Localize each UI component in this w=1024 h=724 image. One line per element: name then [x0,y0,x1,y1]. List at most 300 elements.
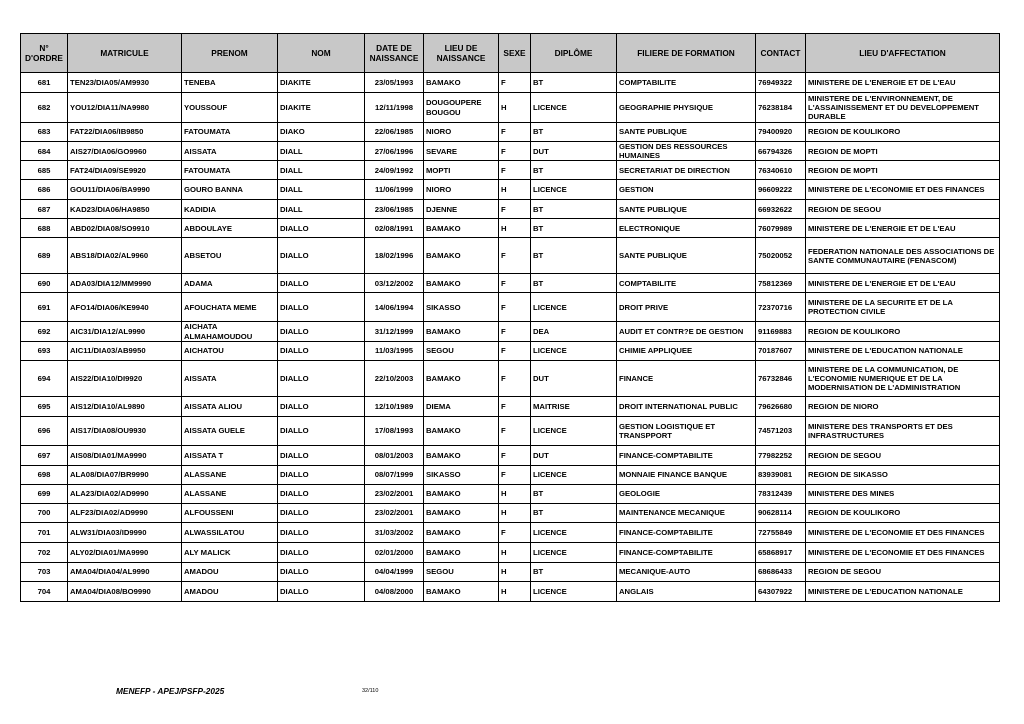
cell-affectation: MINISTERE DE L'ECONOMIE ET DES FINANCES [806,180,1000,200]
cell-order: 692 [21,322,68,341]
cell-nom: DIALLO [278,484,365,503]
cell-date: 14/06/1994 [365,293,424,322]
cell-matricule: GOU11/DIA06/BA9990 [68,180,182,200]
cell-diplome: BT [531,73,617,93]
cell-sexe: F [499,200,531,219]
cell-contact: 76238184 [756,93,806,123]
cell-nom: DIALLO [278,238,365,274]
cell-affectation: REGION DE SEGOU [806,562,1000,581]
cell-affectation: MINISTERE DES TRANSPORTS ET DES INFRASTRUCTURES [806,416,1000,445]
cell-order: 685 [21,161,68,180]
cell-sexe: H [499,562,531,581]
cell-prenom: AMADOU [182,562,278,581]
cell-filiere: COMPTABILITE [617,274,756,293]
cell-sexe: F [499,238,531,274]
cell-diplome: LICENCE [531,293,617,322]
cell-prenom: ALASSANE [182,484,278,503]
cell-diplome: LICENCE [531,180,617,200]
cell-prenom: FATOUMATA [182,123,278,142]
cell-date: 27/06/1996 [365,142,424,161]
cell-lieu: BAMAKO [424,238,499,274]
cell-affectation: MINISTERE DE L'ECONOMIE ET DES FINANCES [806,522,1000,542]
cell-matricule: TEN23/DIA05/AM9930 [68,73,182,93]
cell-diplome: DEA [531,322,617,341]
cell-lieu: BAMAKO [424,73,499,93]
cell-matricule: AIC11/DIA03/AB9950 [68,341,182,360]
cell-matricule: AIS27/DIA06/GO9960 [68,142,182,161]
cell-diplome: LICENCE [531,341,617,360]
cell-nom: DIALLO [278,416,365,445]
cell-diplome: BT [531,238,617,274]
cell-contact: 79626680 [756,396,806,416]
cell-diplome: LICENCE [531,522,617,542]
cell-filiere: FINANCE-COMPTABILITE [617,522,756,542]
cell-order: 691 [21,293,68,322]
cell-lieu: SEGOU [424,341,499,360]
cell-sexe: F [499,445,531,465]
cell-affectation: FEDERATION NATIONALE DES ASSOCIATIONS DE SANTE COMMUNAUTAIRE (FENASCOM) [806,238,1000,274]
cell-lieu: NIORO [424,180,499,200]
cell-affectation: REGION DE KOULIKORO [806,322,1000,341]
cell-nom: DIAKITE [278,93,365,123]
cell-sexe: F [499,123,531,142]
cell-lieu: SEVARE [424,142,499,161]
cell-matricule: ADA03/DIA12/MM9990 [68,274,182,293]
cell-prenom: ABSETOU [182,238,278,274]
cell-matricule: AMA04/DIA08/BO9990 [68,581,182,601]
cell-diplome: BT [531,274,617,293]
cell-lieu: BAMAKO [424,484,499,503]
cell-diplome: BT [531,503,617,522]
cell-matricule: FAT22/DIA06/IB9850 [68,123,182,142]
cell-affectation: MINISTERE DE L'ENERGIE ET DE L'EAU [806,274,1000,293]
cell-sexe: F [499,322,531,341]
cell-sexe: F [499,522,531,542]
cell-affectation: MINISTERE DES MINES [806,484,1000,503]
cell-nom: DIALLO [278,396,365,416]
cell-order: 690 [21,274,68,293]
cell-date: 02/01/2000 [365,542,424,562]
table-row [21,445,1000,465]
cell-contact: 66932622 [756,200,806,219]
cell-lieu: BAMAKO [424,503,499,522]
cell-sexe: H [499,542,531,562]
cell-date: 08/07/1999 [365,465,424,484]
cell-lieu: DOUGOUPERE BOUGOU [424,93,499,123]
cell-affectation: REGION DE KOULIKORO [806,503,1000,522]
cell-date: 12/10/1989 [365,396,424,416]
cell-nom: DIALLO [278,522,365,542]
cell-lieu: BAMAKO [424,416,499,445]
cell-contact: 65868917 [756,542,806,562]
cell-affectation: REGION DE SEGOU [806,200,1000,219]
cell-order: 701 [21,522,68,542]
cell-matricule: AIS22/DIA10/DI9920 [68,360,182,396]
cell-order: 694 [21,360,68,396]
cell-contact: 78312439 [756,484,806,503]
cell-order: 704 [21,581,68,601]
cell-lieu: SIKASSO [424,293,499,322]
cell-matricule: AIS08/DIA01/MA9990 [68,445,182,465]
cell-date: 03/12/2002 [365,274,424,293]
table-row [21,142,1000,161]
table-row [21,581,1000,601]
cell-contact: 64307922 [756,581,806,601]
cell-affectation: MINISTERE DE L'ENERGIE ET DE L'EAU [806,73,1000,93]
cell-sexe: F [499,142,531,161]
table-row [21,396,1000,416]
header-nom: NOM [278,34,365,73]
table-row [21,238,1000,274]
table-row [21,503,1000,522]
cell-date: 23/05/1993 [365,73,424,93]
cell-lieu: NIORO [424,123,499,142]
cell-date: 18/02/1996 [365,238,424,274]
cell-lieu: BAMAKO [424,445,499,465]
table-row [21,123,1000,142]
cell-lieu: BAMAKO [424,219,499,238]
cell-diplome: LICENCE [531,581,617,601]
cell-nom: DIALL [278,142,365,161]
header-matricule: MATRICULE [68,34,182,73]
cell-nom: DIALL [278,180,365,200]
header-affectation: LIEU D'AFFECTATION [806,34,1000,73]
cell-date: 22/10/2003 [365,360,424,396]
cell-sexe: H [499,93,531,123]
cell-lieu: BAMAKO [424,581,499,601]
cell-contact: 91169883 [756,322,806,341]
cell-date: 23/02/2001 [365,484,424,503]
cell-contact: 75812369 [756,274,806,293]
cell-matricule: AIS12/DIA10/AL9890 [68,396,182,416]
cell-affectation: MINISTERE DE L'ENVIRONNEMENT, DE L'ASSAINISSEMENT ET DU DEVELOPPEMENT DURABLE [806,93,1000,123]
page-number: 32/110 [362,688,379,694]
roster-body [21,73,1000,602]
cell-matricule: FAT24/DIA09/SE9920 [68,161,182,180]
cell-sexe: F [499,161,531,180]
cell-diplome: DUT [531,360,617,396]
cell-prenom: AISSATA ALIOU [182,396,278,416]
cell-order: 693 [21,341,68,360]
cell-lieu: BAMAKO [424,360,499,396]
cell-prenom: ALFOUSSENI [182,503,278,522]
cell-contact: 76079989 [756,219,806,238]
table-row [21,522,1000,542]
cell-prenom: FATOUMATA [182,161,278,180]
cell-diplome: MAITRISE [531,396,617,416]
cell-affectation: REGION DE SEGOU [806,445,1000,465]
cell-date: 24/09/1992 [365,161,424,180]
cell-sexe: F [499,396,531,416]
cell-matricule: ABD02/DIA08/SO9910 [68,219,182,238]
cell-contact: 90628114 [756,503,806,522]
cell-matricule: KAD23/DIA06/HA9850 [68,200,182,219]
cell-filiere: GESTION [617,180,756,200]
table-row [21,562,1000,581]
cell-filiere: SANTE PUBLIQUE [617,200,756,219]
cell-filiere: GESTION LOGISTIQUE ET TRANSPPORT [617,416,756,445]
cell-affectation: REGION DE MOPTI [806,161,1000,180]
cell-affectation: REGION DE NIORO [806,396,1000,416]
cell-filiere: DROIT INTERNATIONAL PUBLIC [617,396,756,416]
cell-filiere: FINANCE-COMPTABILITE [617,542,756,562]
cell-order: 697 [21,445,68,465]
header-lieu: LIEU DE NAISSANCE [424,34,499,73]
roster-sheet [20,33,1000,602]
cell-matricule: AFO14/DIA06/KE9940 [68,293,182,322]
cell-nom: DIALLO [278,322,365,341]
header-filiere: FILIERE DE FORMATION [617,34,756,73]
table-row [21,73,1000,93]
cell-order: 695 [21,396,68,416]
cell-affectation: REGION DE MOPTI [806,142,1000,161]
cell-sexe: F [499,465,531,484]
cell-diplome: LICENCE [531,542,617,562]
cell-contact: 75020052 [756,238,806,274]
cell-diplome: LICENCE [531,93,617,123]
cell-nom: DIALLO [278,293,365,322]
cell-diplome: BT [531,161,617,180]
cell-sexe: F [499,73,531,93]
cell-contact: 72370716 [756,293,806,322]
table-row [21,465,1000,484]
header-contact: CONTACT [756,34,806,73]
cell-nom: DIALLO [278,581,365,601]
cell-filiere: FINANCE-COMPTABILITE [617,445,756,465]
cell-prenom: ALASSANE [182,465,278,484]
cell-matricule: ALW31/DIA03/ID9990 [68,522,182,542]
cell-filiere: MAINTENANCE MECANIQUE [617,503,756,522]
cell-lieu: SIKASSO [424,465,499,484]
cell-nom: DIALL [278,161,365,180]
roster-table [20,33,1000,602]
cell-date: 11/06/1999 [365,180,424,200]
cell-diplome: LICENCE [531,416,617,445]
cell-nom: DIALL [278,200,365,219]
table-row [21,293,1000,322]
cell-date: 04/04/1999 [365,562,424,581]
cell-diplome: BT [531,562,617,581]
cell-sexe: F [499,360,531,396]
cell-nom: DIALLO [278,465,365,484]
cell-contact: 77982252 [756,445,806,465]
cell-affectation: MINISTERE DE L'ECONOMIE ET DES FINANCES [806,542,1000,562]
cell-order: 681 [21,73,68,93]
cell-filiere: MECANIQUE-AUTO [617,562,756,581]
cell-affectation: REGION DE SIKASSO [806,465,1000,484]
cell-filiere: ELECTRONIQUE [617,219,756,238]
cell-date: 31/03/2002 [365,522,424,542]
cell-filiere: GEOGRAPHIE PHYSIQUE [617,93,756,123]
table-row [21,219,1000,238]
cell-nom: DIALLO [278,445,365,465]
cell-sexe: F [499,293,531,322]
cell-nom: DIAKITE [278,73,365,93]
cell-diplome: LICENCE [531,465,617,484]
cell-prenom: AISSATA T [182,445,278,465]
cell-contact: 96609222 [756,180,806,200]
cell-sexe: F [499,341,531,360]
cell-prenom: AISSATA [182,142,278,161]
cell-prenom: YOUSSOUF [182,93,278,123]
cell-contact: 83939081 [756,465,806,484]
cell-diplome: DUT [531,142,617,161]
cell-date: 17/08/1993 [365,416,424,445]
cell-filiere: GEOLOGIE [617,484,756,503]
cell-prenom: GOURO BANNA [182,180,278,200]
table-row [21,274,1000,293]
cell-prenom: AISSATA [182,360,278,396]
cell-filiere: FINANCE [617,360,756,396]
cell-affectation: MINISTERE DE LA SECURITE ET DE LA PROTECTION CIVILE [806,293,1000,322]
cell-order: 700 [21,503,68,522]
cell-lieu: BAMAKO [424,274,499,293]
cell-filiere: DROIT PRIVE [617,293,756,322]
cell-order: 696 [21,416,68,445]
cell-matricule: ALA23/DIA02/AD9990 [68,484,182,503]
table-row [21,322,1000,341]
cell-diplome: BT [531,200,617,219]
cell-sexe: H [499,503,531,522]
cell-order: 688 [21,219,68,238]
cell-lieu: DIEMA [424,396,499,416]
table-row [21,161,1000,180]
cell-date: 31/12/1999 [365,322,424,341]
cell-affectation: MINISTERE DE LA COMMUNICATION, DE L'ECONOMIE NUMERIQUE ET DE LA MODERNISATION DE L'ADMINISTRATION [806,360,1000,396]
cell-contact: 68686433 [756,562,806,581]
cell-sexe: H [499,219,531,238]
cell-nom: DIALLO [278,360,365,396]
table-row [21,93,1000,123]
cell-contact: 72755849 [756,522,806,542]
cell-matricule: ALA08/DIA07/BR9990 [68,465,182,484]
cell-prenom: AICHATOU [182,341,278,360]
cell-sexe: H [499,180,531,200]
cell-lieu: BAMAKO [424,542,499,562]
table-row [21,416,1000,445]
cell-matricule: AMA04/DIA04/AL9990 [68,562,182,581]
cell-filiere: MONNAIE FINANCE BANQUE [617,465,756,484]
footer-org: MENEFP - APEJ/PSFP-2025 [116,686,225,696]
cell-date: 12/11/1998 [365,93,424,123]
cell-contact: 76949322 [756,73,806,93]
cell-prenom: AICHATA ALMAHAMOUDOU [182,322,278,341]
cell-diplome: BT [531,484,617,503]
cell-order: 698 [21,465,68,484]
cell-contact: 76340610 [756,161,806,180]
cell-order: 687 [21,200,68,219]
cell-filiere: CHIMIE APPLIQUEE [617,341,756,360]
cell-matricule: ALF23/DIA02/AD9990 [68,503,182,522]
cell-sexe: H [499,581,531,601]
cell-lieu: MOPTI [424,161,499,180]
cell-date: 08/01/2003 [365,445,424,465]
cell-diplome: DUT [531,445,617,465]
cell-filiere: SECRETARIAT DE DIRECTION [617,161,756,180]
cell-diplome: BT [531,123,617,142]
cell-nom: DIALLO [278,219,365,238]
header-diplome: DIPLÔME [531,34,617,73]
cell-order: 702 [21,542,68,562]
cell-contact: 74571203 [756,416,806,445]
cell-contact: 76732846 [756,360,806,396]
table-row [21,200,1000,219]
table-row [21,360,1000,396]
cell-lieu: SEGOU [424,562,499,581]
cell-lieu: BAMAKO [424,322,499,341]
header-row [21,34,1000,73]
cell-prenom: KADIDIA [182,200,278,219]
cell-contact: 70187607 [756,341,806,360]
header-order: N° D'ORDRE [21,34,68,73]
cell-affectation: MINISTERE DE L'ENERGIE ET DE L'EAU [806,219,1000,238]
cell-order: 686 [21,180,68,200]
cell-affectation: REGION DE KOULIKORO [806,123,1000,142]
cell-order: 689 [21,238,68,274]
cell-lieu: DJENNE [424,200,499,219]
cell-matricule: ALY02/DIA01/MA9990 [68,542,182,562]
cell-order: 684 [21,142,68,161]
cell-date: 11/03/1995 [365,341,424,360]
cell-date: 23/02/2001 [365,503,424,522]
cell-sexe: H [499,484,531,503]
table-row [21,542,1000,562]
cell-diplome: BT [531,219,617,238]
cell-nom: DIALLO [278,562,365,581]
cell-matricule: AIC31/DIA12/AL9990 [68,322,182,341]
cell-filiere: ANGLAIS [617,581,756,601]
table-row [21,180,1000,200]
cell-lieu: BAMAKO [424,522,499,542]
cell-sexe: F [499,416,531,445]
cell-order: 703 [21,562,68,581]
header-prenom: PRENOM [182,34,278,73]
cell-prenom: ALY MALICK [182,542,278,562]
cell-nom: DIALLO [278,341,365,360]
cell-nom: DIALLO [278,503,365,522]
cell-matricule: YOU12/DIA11/NA9980 [68,93,182,123]
cell-prenom: ADAMA [182,274,278,293]
cell-date: 04/08/2000 [365,581,424,601]
cell-order: 699 [21,484,68,503]
cell-nom: DIALLO [278,274,365,293]
cell-prenom: AMADOU [182,581,278,601]
cell-sexe: F [499,274,531,293]
cell-prenom: ALWASSILATOU [182,522,278,542]
cell-date: 23/06/1985 [365,200,424,219]
cell-affectation: MINISTERE DE L'EDUCATION NATIONALE [806,581,1000,601]
cell-contact: 79400920 [756,123,806,142]
cell-date: 02/08/1991 [365,219,424,238]
header-date: DATE DE NAISSANCE [365,34,424,73]
cell-filiere: AUDIT ET CONTR?E DE GESTION [617,322,756,341]
cell-nom: DIALLO [278,542,365,562]
cell-prenom: ABDOULAYE [182,219,278,238]
cell-filiere: SANTE PUBLIQUE [617,238,756,274]
cell-date: 22/06/1985 [365,123,424,142]
cell-prenom: AISSATA GUELE [182,416,278,445]
cell-prenom: AFOUCHATA MEME [182,293,278,322]
cell-prenom: TENEBA [182,73,278,93]
cell-nom: DIAKO [278,123,365,142]
cell-filiere: GESTION DES RESSOURCES HUMAINES [617,142,756,161]
cell-matricule: ABS18/DIA02/AL9960 [68,238,182,274]
cell-matricule: AIS17/DIA08/OU9930 [68,416,182,445]
cell-contact: 66794326 [756,142,806,161]
table-row [21,484,1000,503]
cell-filiere: SANTE PUBLIQUE [617,123,756,142]
cell-filiere: COMPTABILITE [617,73,756,93]
